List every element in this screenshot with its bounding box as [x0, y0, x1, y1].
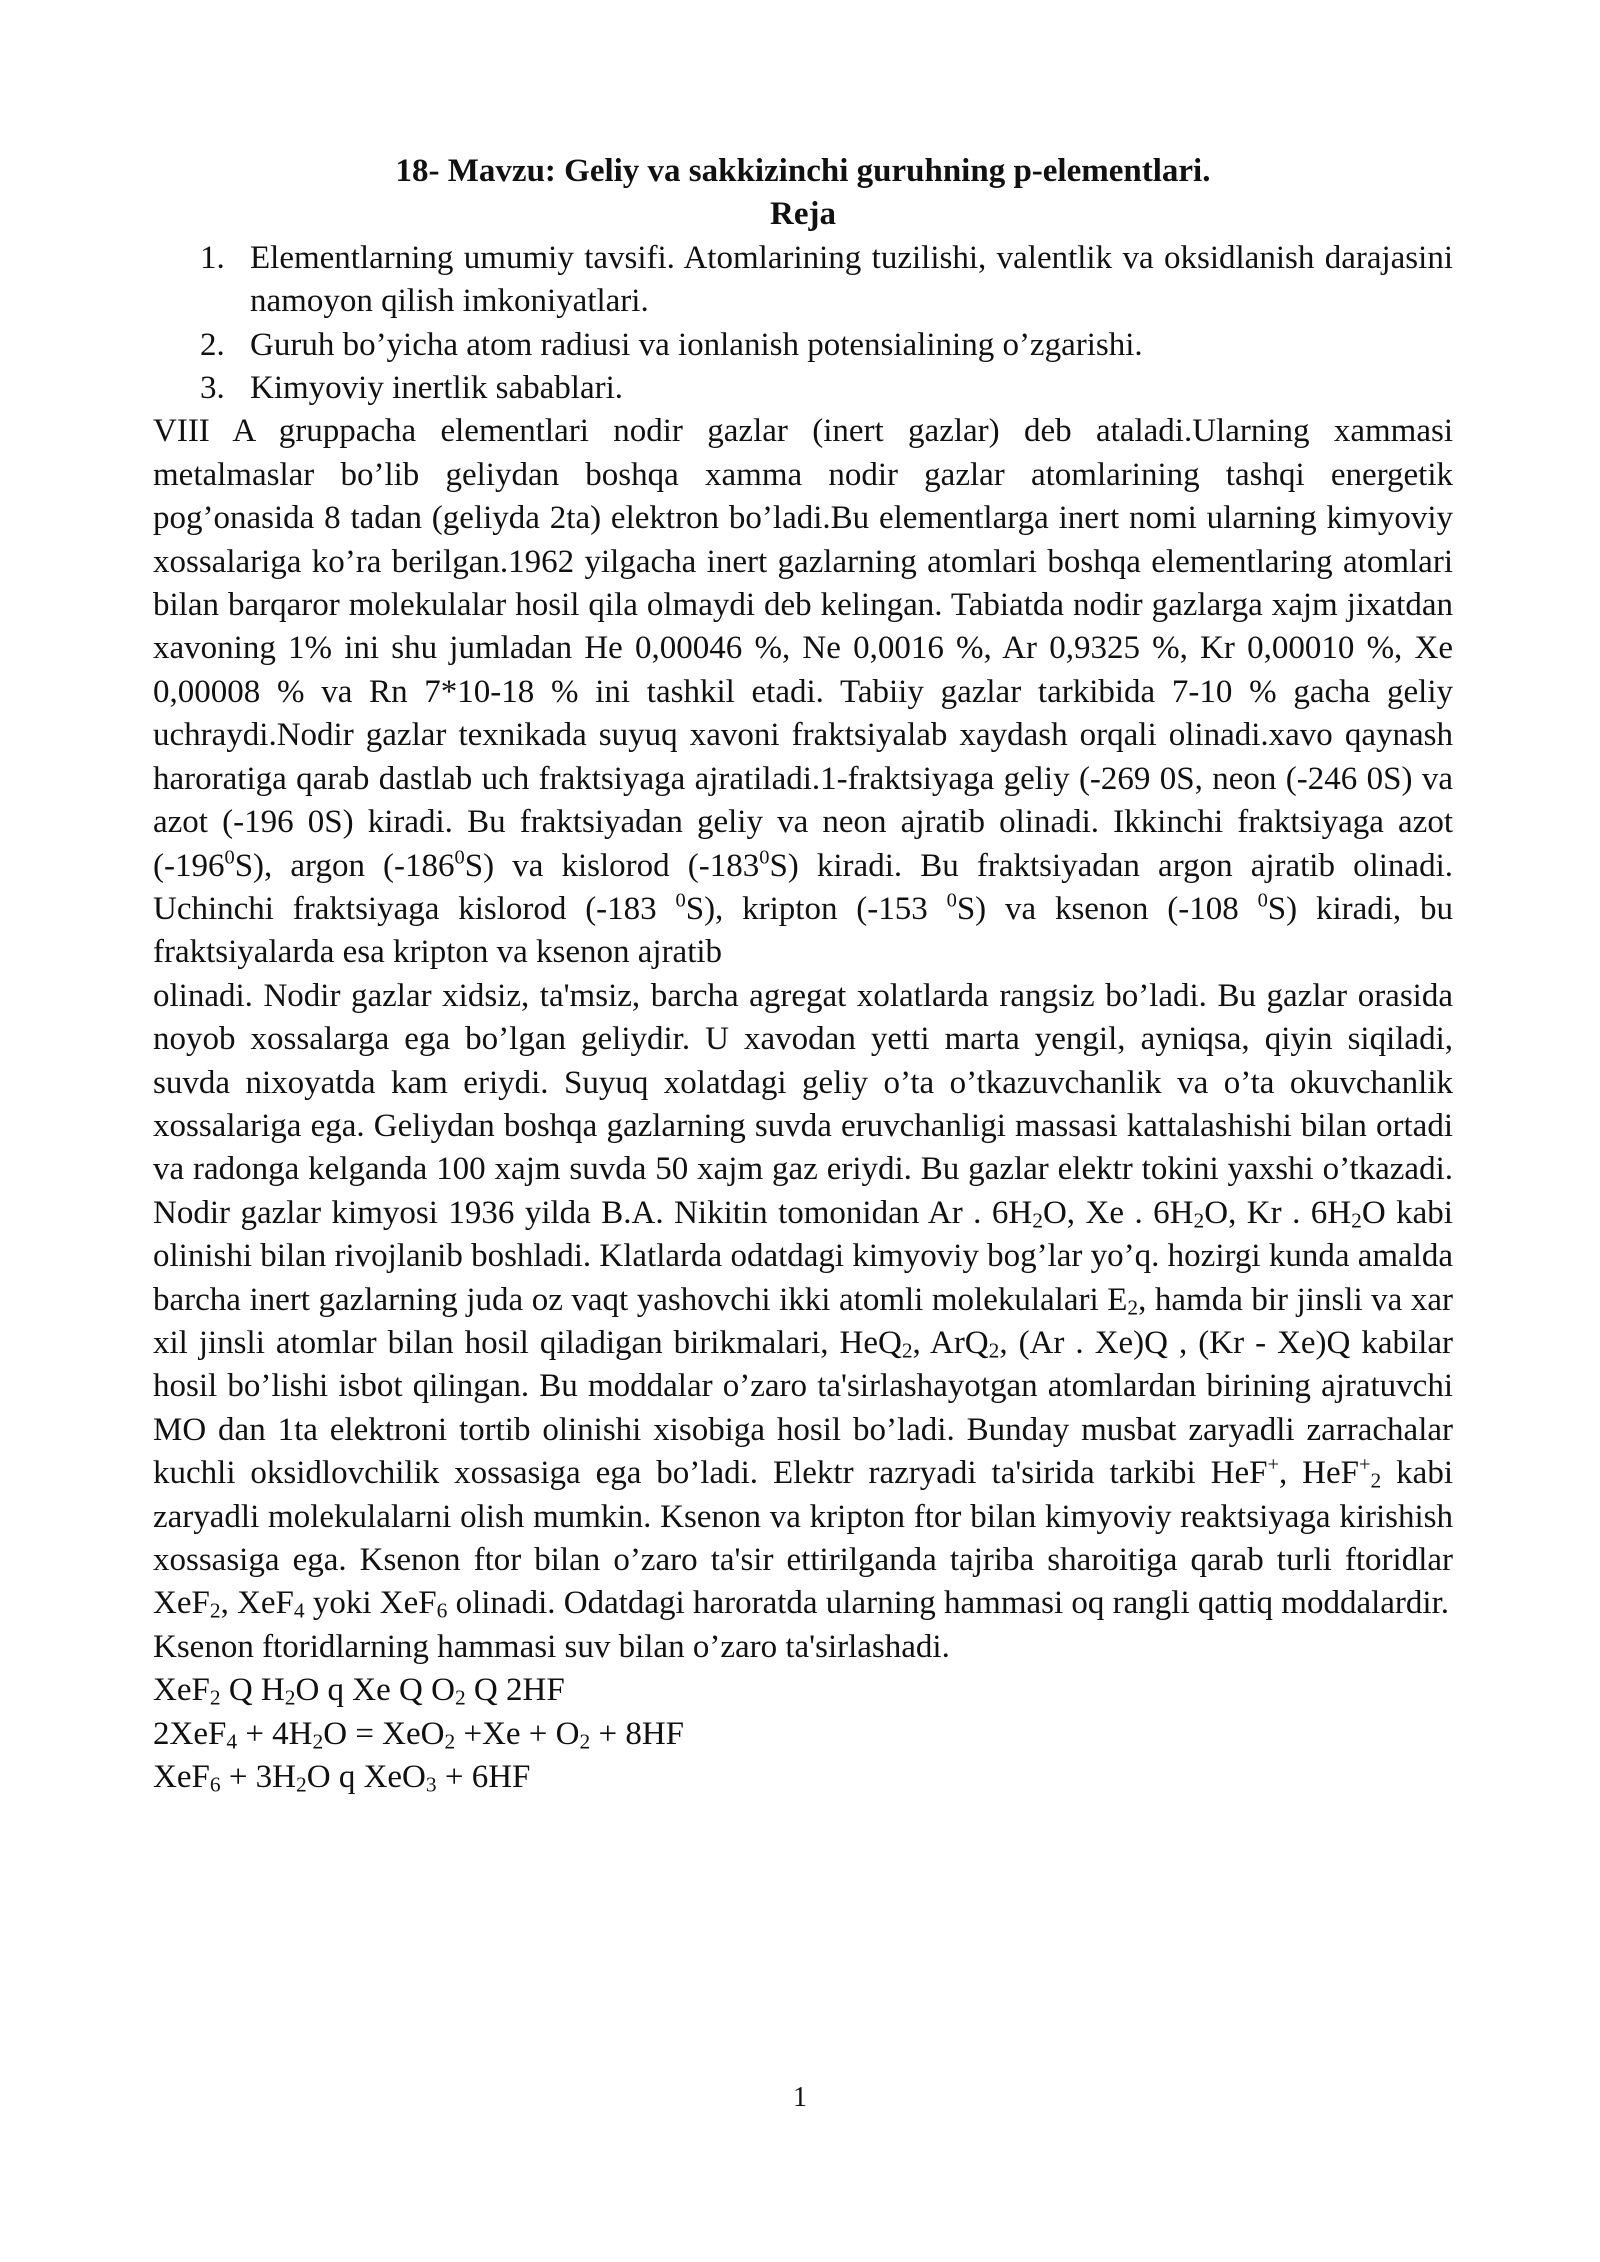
- page-title: 18- Mavzu: Geliy va sakkizinchi guruhning p-elementlari.: [395, 153, 1211, 189]
- plan-item: [200, 367, 1453, 410]
- plan-item-text: Elementlarning umumiy tavsifi. Atomlarining tuzilishi, valentlik va oksidlanish darajasini namoyon qilish imkoniyatlari.: [250, 239, 1453, 320]
- plan-item-number: 3.: [200, 370, 225, 407]
- paragraph-noble-gases: VIII A gruppacha elementlari nodir gazlar (inert gazlar) deb ataladi.Ularning xammasi metalmaslar bo’lib geliydan boshqa xamma nodir gazlar atomlarining tashqi energetik pog’onasida 8 tadan (geliyda 2ta) elektron bo’ladi.Bu elementlarga inert nomi ularning kimyoviy xossalariga ko’ra berilgan.1962 yilgacha inert gazlarning atomlari boshqa elementlaring atomlari bilan barqaror molekulalar hosil qila olmaydi deb kelingan. Tabiatda nodir gazlarga xajm jixatdan xavoning 1% ini shu jumladan He 0,00046 %, Ne 0,0016 %, Ar 0,9325 %, Kr 0,00010 %, Xe 0,00008 % va Rn 7*10-18 % ini tashkil etadi. Tabiiy gazlar tarkibida 7-10 % gacha geliy uchraydi.Nodir gazlar texnikada suyuq xavoni fraktsiyalab xaydash orqali olinadi.xavo qaynash haroratiga qarab dastlab uch fraktsiyaga ajratiladi.1-fraktsiyaga geliy (-269 0S, neon (-246 0S) va azot (-196 0S) kiradi. Bu fraktsiyadan geliy va neon ajratib olinadi. Ikkinchi fraktsiyaga azot $(-196^0S)$, argon $(-186^0S)$ va kislorod $(-183^0S)$ kiradi. Bu fraktsiyadan argon ajratib olinadi. Uchinchi fraktsiyaga kislorod (-183 $^0$S), kripton (-153 $^0$S) va ksenon (-108 $^0$S) kiradi, bu fraktsiyalarda esa kripton va ksenon ajratib: [153, 413, 1453, 971]
- plan-list: [153, 237, 1453, 411]
- plan-item: [200, 237, 1453, 324]
- paragraph-properties: olinadi. Nodir gazlar xidsiz, ta'msiz, barcha agregat xolatlarda rangsiz bo’ladi. Bu gazlar orasida noyob xossalarga ega bo’lgan geliydir. U xavodan yetti marta yengil, ayniqsa, qiyin siqiladi, suvda nixoyatda kam eriydi. Suyuq xolatdagi geliy o’ta o’tkazuvchanlik va o’ta okuvchanlik xossalariga ega. Geliydan boshqa gazlarning suvda eruvchanligi massasi kattalashishi bilan ortadi va radonga kelganda 100 xajm suvda 50 xajm gaz eriydi. Bu gazlar elektr tokini yaxshi o’tkazadi. Nodir gazlar kimyosi 1936 yilda B.A. Nikitin tomonidan Ar . $6H_2O$, Xe . $6H_2O$, Kr . $6H_2O$ kabi olinishi bilan rivojlanib boshladi. Klatlarda odatdagi kimyoviy bog’lar yo’q. hozirgi kunda amalda barcha inert gazlarning juda oz vaqt yashovchi ikki atomli molekulalari $E_2$, hamda bir jinsli va xar xil jinsli atomlar bilan hosil qiladigan birikmalari, HeQ$_2$, ArQ$_2$, (Ar . Xe)Q , (Kr - Xe)Q kabilar hosil bo’lishi isbot qilingan. Bu moddalar o’zaro ta'sirlashayotgan atomlardan birining ajratuvchi MO dan 1ta elektroni tortib olinishi xisobiga hosil bo’ladi. Bunday musbat zaryadli zarrachalar kuchli oksidlovchilik xossasiga ega bo’ladi. Elektr razryadi ta'sirida tarkibi HeF+, HeF+$_2$ kabi zaryadli molekulalarni olish mumkin. Ksenon va kripton ftor bilan kimyoviy reaktsiyaga kirishish xossasiga ega. Ksenon ftor bilan o’zaro ta'sir ettirilganda tajriba sharoitiga qarab turli ftoridlar XeF$_2$, XeF$_4$ yoki XeF$_6$ olinadi. Odatdagi haroratda ularning hammasi oq rangli qattiq moddalardir.: [153, 977, 1454, 1623]
- page-number: 1: [793, 2082, 807, 2113]
- paragraph-fluorides: Ksenon ftoridlarning hammasi suv bilan o’zaro ta'sirlashadi.: [153, 1628, 950, 1665]
- plan-heading: Reja: [770, 196, 836, 233]
- plan-item: [200, 324, 1453, 367]
- equation-1: XeF$_2$ Q $H_2O$ q Xe Q $O_2$ Q 2HF: [153, 1672, 565, 1710]
- plan-item-text: Kimyoviy inertlik sabablari.: [250, 370, 624, 407]
- plan-item-number: 1.: [200, 239, 225, 276]
- equation-3: $XeF_6 + 3H_2O$ q XeO$_3$ + 6HF: [153, 1759, 531, 1797]
- equation-2: $2XeF_4 + 4H_2O = XeO_2 +Xe + O_2 + 8HF$: [153, 1715, 685, 1753]
- document-page: [153, 150, 1453, 1799]
- plan-item-text: Guruh bo’yicha atom radiusi va ionlanish potensialining o’zgarishi.: [250, 326, 1143, 363]
- plan-item-number: 2.: [200, 326, 225, 363]
